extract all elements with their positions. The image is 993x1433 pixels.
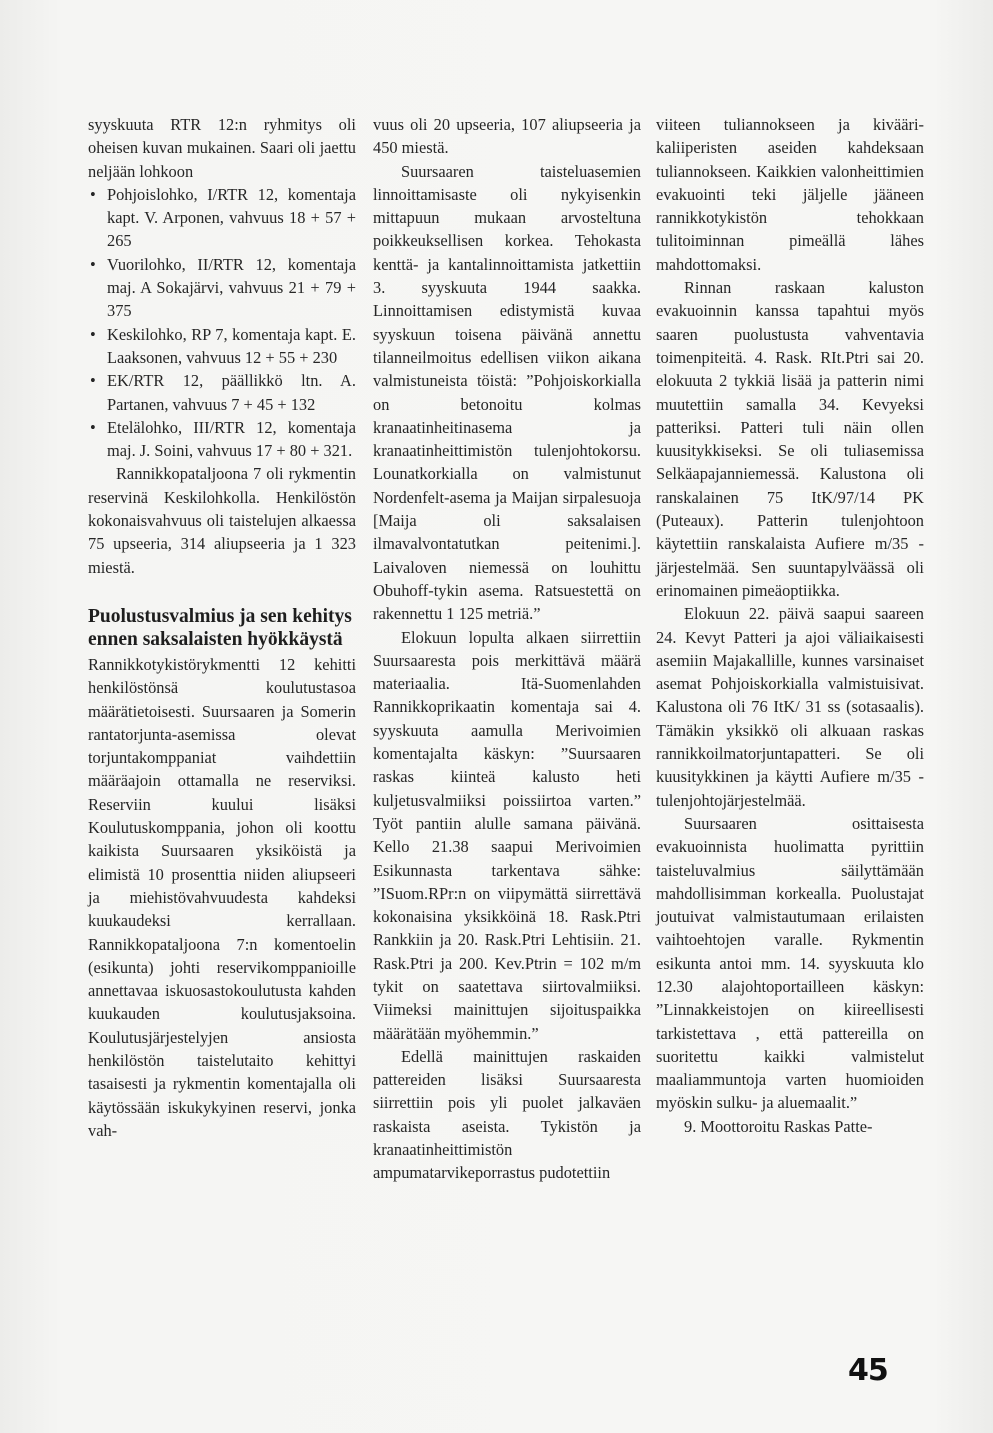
paragraph: 9. Moottoroitu Raskas Patte- <box>684 1116 873 1136</box>
list-item: • Keskilohko, RP 7, komentaja kapt. E. Laaksonen, vahvuus 12 + 55 + 230 <box>88 323 356 370</box>
text-column-3 <box>656 113 924 1138</box>
text-column-2 <box>373 113 641 1185</box>
paragraph: Edellä mainittujen raskaiden pattereiden lisäksi Suursaaresta siirrettiin pois yli puolet jalkaväen raskaista aseista. Tykistön ja kranaatinheittimistön ampumatarvikeporrastus pudotettiin <box>373 1046 641 1183</box>
paragraph: viiteen tuliannokseen ja kivääri-kaliiperisten aseiden kahdeksaan tuliannokseen. Kaikkien valonheittimien evakuointi teki jäljelle jääneen rannikkotykistön tehokkaan tulitoiminnan pimeällä lähes mahdottomaksi. <box>656 115 924 274</box>
text-column-1 <box>88 113 356 1142</box>
paragraph: Suursaaren osittaisesta evakuoinnista huolimatta pyrittiin taisteluvalmius säilyttämään mahdollisimman korkealla. Puolustajat joutuivat valmistautumaan erilaisten vaihtoehtojen varalle. Rykmentin esikunta antoi mm. 14. syyskuuta klo 12.30 alajohtoportailleen käskyn: ”Linnakkeistojen on kiireellisesti tarkistettava , että pattereilla on suoritettu kaikki valmistelut maaliammuntoja varten huomioiden myöskin sulku- ja aluemaalit.” <box>656 813 924 1113</box>
section-heading: Puolustusvalmius ja sen kehitys ennen saksalaisten hyökkäystä <box>88 605 352 650</box>
paragraph-intro: syyskuuta RTR 12:n ryhmitys oli oheisen kuvan mukainen. Saari oli jaettu neljään lohkoon <box>88 115 356 181</box>
paragraph-reserve: Rannikkopataljoona 7 oli rykmentin reservinä Keskilohkolla. Henkilöstön kokonaisvahvuus oli taistelujen alkaessa 75 upseeria, 314 aliupseeria ja 1 323 miestä. <box>88 464 356 577</box>
sector-list <box>88 183 356 463</box>
list-item: • Pohjoislohko, I/RTR 12, komentaja kapt. V. Arponen, vahvuus 18 + 57 + 265 <box>88 183 356 253</box>
list-item: • Vuorilohko, II/RTR 12, komentaja maj. A Sokajärvi, vahvuus 21 + 79 + 375 <box>88 253 356 323</box>
paragraph: Elokuun lopulta alkaen siirrettiin Suursaaresta pois merkittävä määrä materiaalia. Itä-Suomenlahden Rannikkoprikaatin komentaja sai 4. syyskuuta aamulla Merivoimien komentajalta käskyn: ”Suursaaren raskas kiinteä kalusto heti kuljetusvalmiiksi poissiirtoa varten.” Työt pantiin alulle samana päivänä. Kello 21.38 saapui Merivoimien Esikunnasta tarkentava sähke: ”ISuom.RPr:n on viipymättä siirrettävä kokonaisina yksikköinä 18. Rask.Ptri Rankkiin ja 20. Rask.Ptri Lehtisiin. 21. Rask.Ptri ja 200. Kev.Ptrin = 102 m/m tykit on saatettava siirtovalmiiksi. Viimeksi mainittujen sijoituspaikka määrätään myöhemmin.” <box>373 627 641 1043</box>
paragraph: vuus oli 20 upseeria, 107 aliupseeria ja 450 miestä. <box>373 115 641 158</box>
page-number: 45 <box>848 1353 888 1388</box>
paragraph-training: Rannikkotykistörykmentti 12 kehitti henkilöstönsä koulutustasoa määrätietoisesti. Suursaaren ja Somerin rantatorjunta-asemissa olevat torjuntakomppaniat vaihdettiin määräajoin ottamalla ne reserviksi. Reserviin kuului lisäksi Koulutuskomppania, johon oli koottu kaikista Suursaaren yksiköistä ja elimistä 10 prosenttia niiden aliupseeri ja miehistövahvuudesta kahdeksi kuukaudeksi kerrallaan. Rannikkopataljoona 7:n komentoelin (esikunta) johti reservikomppanioille annettavaa iskuosastokoulutusta kahden kuukauden koulutusjaksoina. Koulutusjärjestelyjen ansiosta henkilöstön taistelutaito kehittyi tasaisesti ja rykmentin komentajalla oli käytössään iskukykyinen reservi, jonka vah- <box>88 654 356 1140</box>
list-item: • Etelälohko, III/RTR 12, komentaja maj. J. Soini, vahvuus 17 + 80 + 321. <box>88 416 356 463</box>
list-item: • EK/RTR 12, päällikkö ltn. A. Partanen, vahvuus 7 + 45 + 132 <box>88 369 356 416</box>
paragraph: Suursaaren taisteluasemien linnoittamisaste oli nykyisenkin mittapuun mukaan arvosteltuna poikkeuksellisen korkea. Tehokasta kenttä- ja kantalinnoittamista jatkettiin 3. syyskuuta 1944 saakka. Linnoittamisen edistymistä kuvaa syyskuun toisena päivänä annettu tilanneilmoitus edellisen viikon aikana valmistuneista töistä: ”Pohjoiskorkialla on betonoitu kolmas kranaatinheitinasema ja kranaatinheittimistön tulenjohtokorsu. Lounatkorkialla on valmistunut Nordenfelt-asema ja Maijan sirpalesuoja [Maija oli saksalaisen ilmavalvontatutkan peitenimi.]. Laivaloven niemessä on louhittu Obuhoff-tykin asema. Ratsuestettä on rakennettu 1 125 metriä.” <box>373 161 641 624</box>
paragraph: Rinnan raskaan kaluston evakuoinnin kanssa tapahtui myös saaren puolustusta vahventavia toimenpiteitä. 4. Rask. RIt.Ptri sai 20. elokuuta 2 tykkiä lisää ja patterin nimi muutettiin samalla 34. Kevyeksi patteriksi. Patteri tuli näin ollen kuusitykkiseksi. Se oli tuliasemissa Selkäapajanniemessä. Kalustona oli ranskalainen 75 ItK/97/14 PK (Puteaux). Patterin tulenjohtoon käytettiin ranskalaista Aufiere m/35 -järjestelmää. Sen suuntapylväässä oli erinomainen pimeäoptiikka. <box>656 278 924 600</box>
paragraph: Elokuun 22. päivä saapui saareen 24. Kevyt Patteri ja ajoi väliaikaisesti asemiin Majakallille, kunnes varsinaiset asemat Pohjoiskorkialla valmistuisivat. Kalustona oli 76 ItK/ 31 ss (sotasaalis). Tämäkin yksikkö oli alkuaan raskas rannikkoilmatorjuntapatteri. Se oli kuusitykkinen ja käytti Aufiere m/35 -tulenjohtojärjestelmää. <box>656 604 924 810</box>
